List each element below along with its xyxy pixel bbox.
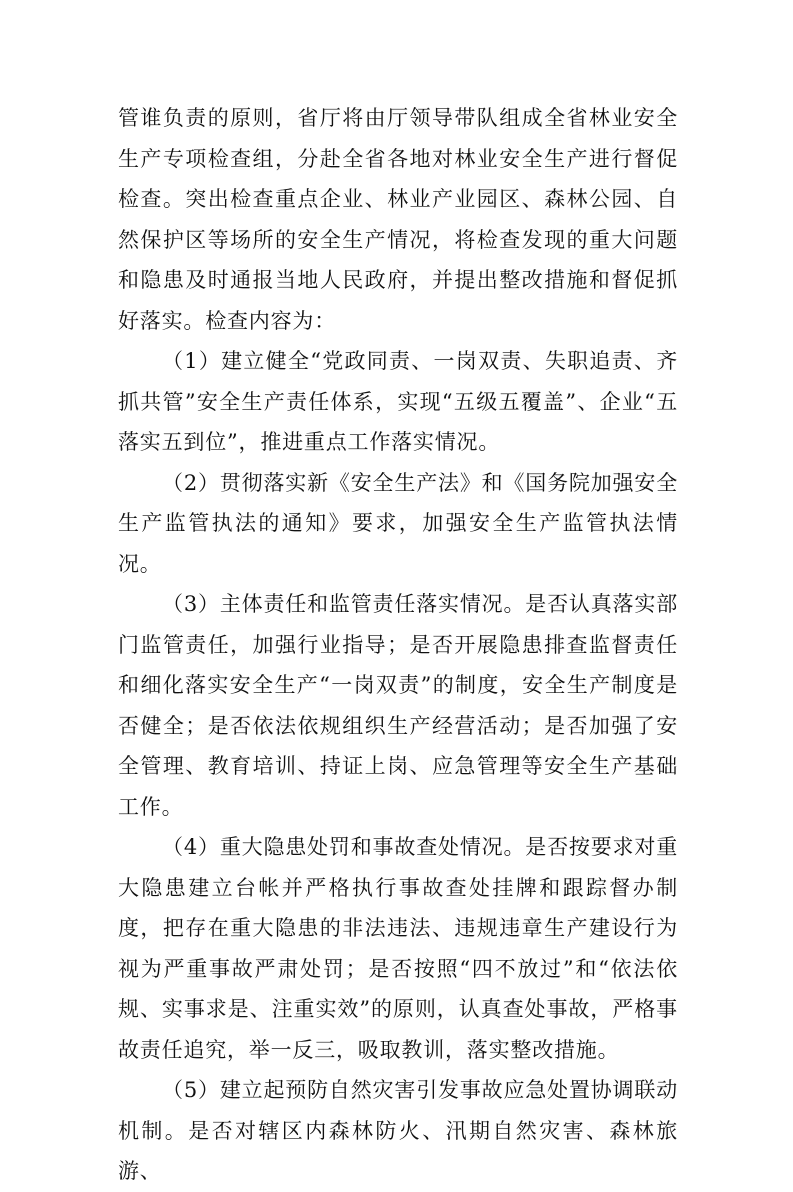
paragraph-item-1: （1）建立健全“党政同责、一岗双责、失职追责、齐抓共管”安全生产责任体系，实现“五级五覆盖”、企业“五落实五到位”，推进重点工作落实情况。 (118, 349, 678, 454)
paragraph-item-4: （4）重大隐患处罚和事故查处情况。是否按要求对重大隐患建立台帐并严格执行事故查处挂牌和跟踪督办制度，把存在重大隐患的非法违法、违规违章生产建设行为视为严重事故严肃处罚；是否按照“四不放过”和“依法依规、实事求是、注重实效”的原则，认真查处事故，严格事故责任追究，举一反三，吸取教训，落实整改措施。 (118, 835, 678, 1062)
paragraph-item-3: （3）主体责任和监管责任落实情况。是否认真落实部门监管责任，加强行业指导；是否开展隐患排查监督责任和细化落实安全生产“一岗双责”的制度，安全生产制度是否健全；是否依法依规组织生产经营活动；是否加强了安全管理、教育培训、持证上岗、应急管理等安全生产基础工作。 (118, 592, 678, 819)
paragraph-item-2: （2）贯彻落实新《安全生产法》和《国务院加强安全生产监管执法的通知》要求，加强安全生产监管执法情况。 (118, 470, 678, 576)
document-body (118, 98, 678, 1192)
paragraph-intro: 管谁负责的原则，省厅将由厅领导带队组成全省林业安全生产专项检查组，分赴全省各地对林业安全生产进行督促检查。突出检查重点企业、林业产业园区、森林公园、自然保护区等场所的安全生产情况，将检查发现的重大问题和隐患及时通报当地人民政府，并提出整改措施和督促抓好落实。检查内容为： (118, 106, 678, 333)
paragraph-item-5: （5）建立起预防自然灾害引发事故应急处置协调联动机制。是否对辖区内森林防火、汛期自然灾害、森林旅游、 (118, 1078, 678, 1183)
